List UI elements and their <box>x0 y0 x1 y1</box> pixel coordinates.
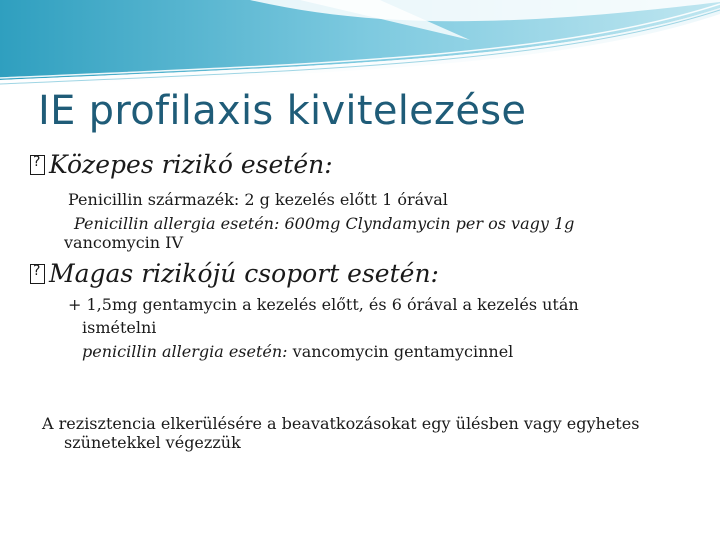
allergy-label: penicillin allergia esetén: <box>82 342 288 361</box>
section-heading-label: Közepes rizikó esetén: <box>49 150 333 179</box>
section-heading-moderate-risk <box>30 150 333 179</box>
resistance-note-line-1: A rezisztencia elkerülésére a beavatkozásokat egy ülésben vagy egyhetes <box>42 414 640 433</box>
bullet-icon <box>30 264 45 284</box>
gentamycin-line: + 1,5mg gentamycin a kezelés előtt, és 6 órával a kezelés után <box>68 295 579 314</box>
slide-title: IE profilaxis kivitelezése <box>38 88 527 134</box>
allergy-vancomycin-line <box>82 342 513 362</box>
section-heading-label: Magas rizikójú csoport esetén: <box>49 259 439 288</box>
repeat-line: ismételni <box>82 318 157 337</box>
section-heading-high-risk <box>30 259 439 288</box>
bullet-icon <box>30 155 45 175</box>
penicillin-derivative-line: Penicillin származék: 2 g kezelés előtt 1 órával <box>68 190 448 209</box>
penicillin-allergy-line: Penicillin allergia esetén: 600mg Clyndamycin per os vagy 1g <box>74 214 575 233</box>
header-wave-decoration <box>0 0 720 90</box>
vancomycin-line: vancomycin IV <box>64 233 184 252</box>
allergy-treatment: vancomycin gentamycinnel <box>287 342 514 361</box>
resistance-note-line-2: szünetekkel végezzük <box>64 433 241 452</box>
